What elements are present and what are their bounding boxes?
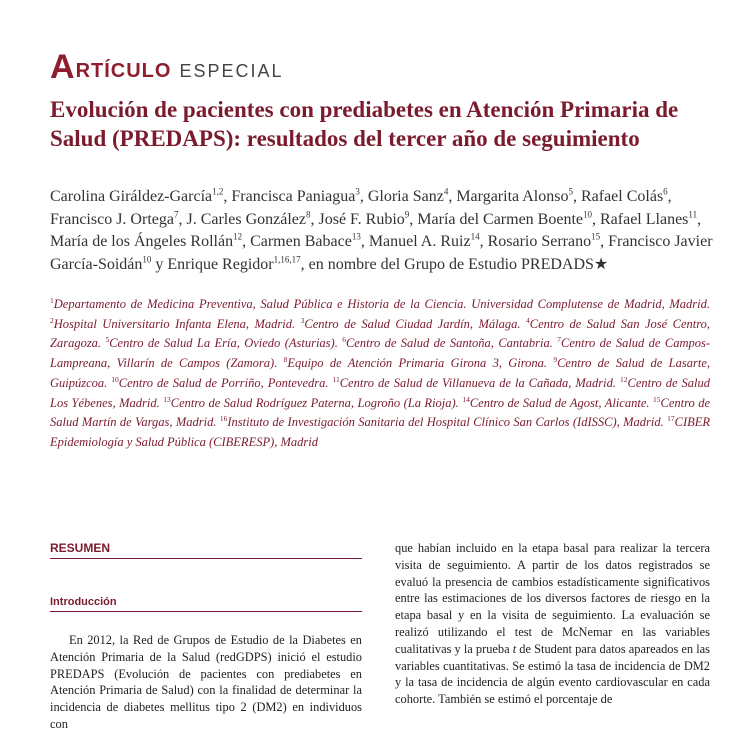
methods-paragraph [395,540,710,708]
section-caps: RTÍCULO [75,60,172,82]
author-affiliation-number: 1,2 [212,186,224,197]
affiliation-number: 1 [50,295,54,305]
intro-paragraph: En 2012, la Red de Grupos de Estudio de la Diabetes en Atención Primaria de la Salud (redGDPS) inició el estudio PREDAPS (Evolución de pacientes con prediabetes en Atención Primaria de Salud) con la finalidad de determinar la incidencia de diabetes mellitus tipo 2 (DM2) en individuos con [50,633,362,731]
author-affiliation-number: 12 [233,231,243,242]
author-separator: , [360,233,369,250]
author-affiliation-number: 3 [355,186,360,197]
author-affiliation-number: 11 [688,209,698,220]
author-separator: , [448,188,457,205]
author-name: Enrique Regidor [167,255,274,273]
author-name: Rafael Colás [580,188,664,205]
intro-heading: Introducción [50,596,362,612]
affiliation-number: 9 [553,354,558,364]
affiliation-number: 11 [332,374,340,384]
article-title: Evolución de pacientes con prediabetes en Atención Primaria de Salud (PREDAPS): resultados del tercer año de seguimiento [50,97,679,151]
affiliation-number: 12 [620,374,628,384]
affiliation-text: Centro de Salud de Villanueva de la Cañada, Madrid. [339,375,617,390]
author-separator: , [479,233,488,250]
affiliation-number: 17 [667,414,675,424]
affiliation-text: Centro de Salud Ciudad Jardín, Málaga. [304,316,521,331]
author-affiliation-number: 4 [443,186,449,197]
author-separator: , [572,188,581,205]
author-affiliation-number: 10 [142,254,152,265]
author-separator: , [592,210,600,228]
affiliation-number: 6 [342,335,346,345]
author-name: Francisco J. Ortega [50,210,174,228]
author-affiliation-number: 1,16,17 [273,254,301,265]
left-column [50,540,362,733]
author-list [50,186,730,276]
affiliation-text: Centro de Salud de Lasarte, Guipúzcoa. [50,356,710,390]
author-name: Rosario Serrano [487,233,592,250]
author-name: Gloria Sanz [367,188,444,205]
affiliation-text: Centro de Salud de Santoña, Cantabria. [345,336,553,351]
author-name: José F. Rubio [318,210,405,228]
author-name: María de los Ángeles Rollán [50,233,234,250]
author-name: Margarita Alonso [456,188,569,205]
affiliation-number: 8 [283,354,288,364]
author-separator: , [242,233,251,250]
resumen-heading: RESUMEN [50,541,362,559]
affiliation-number: 2 [50,315,54,325]
affiliation-text: Equipo de Atención Primaria Girona 3, Girona. [287,356,548,371]
author-name: Francisca Paniagua [231,188,356,205]
author-affiliation-number: 6 [663,186,668,197]
author-separator: , [600,233,609,250]
affiliation-text: Centro de Salud La Ería, Oviedo (Asturias). [109,336,338,351]
authors-suffix: , en nombre del Grupo de Estudio PREDADS★ [300,255,609,273]
author-affiliation-number: 5 [568,186,573,197]
author-separator: , [178,210,187,228]
affiliation-text: Departamento de Medicina Preventiva, Salud Pública e Historia de la Ciencia. Universidad Complutense de Madrid, Madrid. [53,297,710,311]
author-name: J. Carles González [186,210,306,228]
author-separator: , [310,210,319,228]
affiliation-text: Instituto de Investigación Sanitaria del Hospital Clínico San Carlos (IdISSC), Madrid. [227,415,664,430]
affiliation-text: Centro de Salud Los Yébenes, Madrid. [50,375,710,410]
author-affiliation-number: 15 [591,231,601,242]
right-column [395,540,710,708]
section-initial: A [50,48,75,86]
affiliation-text: CIBER Epidemiología y Salud Pública (CIBERESP), Madrid [50,415,711,449]
affiliation-number: 3 [300,315,305,325]
section-sub: ESPECIAL [179,61,284,81]
author-separator: , [359,188,368,205]
author-affiliation-number: 9 [404,209,410,220]
affiliation-number: 4 [525,315,530,325]
affiliation-text: Centro de Salud de Agost, Alicante. [469,395,650,410]
author-affiliation-number: 10 [583,209,592,220]
affiliation-number: 10 [111,374,119,384]
author-name: María del Carmen Boente [417,210,583,228]
author-separator: , [409,210,418,228]
affiliations [50,295,710,453]
affiliation-number: 13 [163,394,171,404]
author-affiliation-number: 8 [305,209,311,220]
author-name: Rafael Llanes [600,210,689,228]
affiliation-number: 14 [462,394,470,404]
affiliation-text: Centro de Salud de Porriño, Pontevedra. [118,375,329,390]
author-name: Carmen Babace [250,233,352,250]
author-separator: y [151,255,168,273]
affiliation-text: Centro de Salud de Campos-Lampreana, Villarín de Campos (Zamora). [50,336,711,371]
author-separator: , [223,188,232,205]
section-label [50,46,284,86]
affiliation-number: 16 [219,414,228,424]
affiliation-text: Centro de Salud Martín de Vargas, Madrid. [50,395,711,430]
affiliation-number: 7 [557,335,561,345]
affiliation-text: Centro de Salud Rodríguez Paterna, Logroño (La Rioja). [170,395,459,410]
author-affiliation-number: 7 [173,209,179,220]
methods-text-a: que habían incluido en la etapa basal para realizar la tercera visita de seguimiento. A partir de los datos registrados se evaluó la presencia de cambios estadísticamente significativos entre las estimaciones de los diversos factores de riesgo en la etapa basal y en la visita de seguimiento. La evaluación se realizó utilizando el test de McNemar en las variables cualitativas y la prueba [395,541,710,656]
methods-italic: t [512,641,517,656]
affiliation-text: Hospital Universitario Infanta Elena, Madrid. [53,316,296,331]
author-name: Carolina Giráldez-García [50,188,213,205]
author-affiliation-number: 13 [351,231,361,242]
author-affiliation-number: 14 [470,231,480,242]
author-name: Francisco Javier García-Soidán [50,233,713,273]
author-separator: , [697,210,702,228]
methods-text-b: de Student para datos apareados en las variables cuantitativas. Se estimó la tasa de incidencia de DM2 y la tasa de incidencia de algún evento cardiovascular en cada cohorte. También se estimó el porcentaje de [395,641,710,707]
affiliation-number: 5 [105,335,110,345]
affiliation-text: Centro de Salud San José Centro, Zaragoza. [50,316,711,351]
author-name: Manuel A. Ruiz [368,233,471,250]
affiliation-number: 15 [653,394,661,404]
author-separator: , [667,188,672,205]
